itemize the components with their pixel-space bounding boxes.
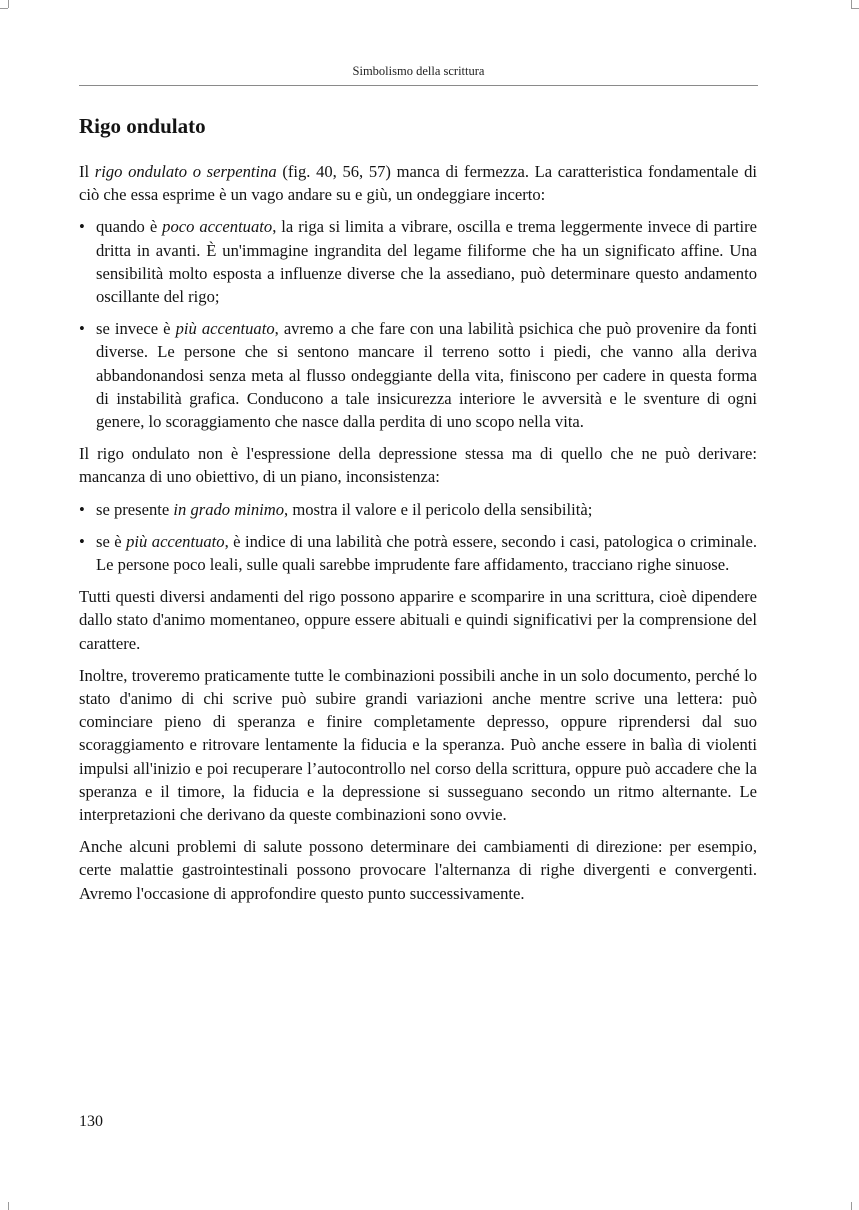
paragraph: Tutti questi diversi andamenti del rigo possono apparire e scomparire in una scrittura, cioè dipendere dallo stato d'animo momentaneo, oppure essere abituali e quindi significativi per la comprensione del carattere.	[79, 587, 757, 653]
text: quando è	[96, 217, 163, 237]
crop-mark-bottom-left	[8, 1202, 9, 1210]
bullet-list	[79, 215, 757, 433]
italic-term: rigo ondulato o serpentina	[94, 162, 277, 181]
paragraph: Inoltre, troveremo praticamente tutte le combinazioni possibili anche in un solo documento, perché lo stato d'animo di chi scrive può subire grandi variazioni anche mentre scrive una lettera: può cominciare pieno di speranza e finire completamente depresso, oppure riprendersi dal suo scoraggiamento e ritrovare lentamente la fiducia e la speranza. Può anche essere in balìa di violenti impulsi all'inizio e poi recuperare l’autocontrollo nel corso della scrittura, oppure può accadere che la speranza e il timore, la fiducia e la depressione si susseguano secondo un ritmo alternante. Le interpretazioni che derivano da queste combinazioni sono ovvie.	[79, 665, 757, 825]
text: se invece è	[96, 319, 176, 339]
text: Il	[79, 162, 95, 181]
body-text	[79, 160, 757, 914]
italic-term: poco accentuato	[162, 217, 273, 237]
list-item	[79, 498, 757, 521]
list-item	[79, 215, 757, 308]
text: (fig. 40, 56, 57) manca di fermezza. La caratteristica fondamentale di ciò che essa esprime è un vago andare su e giù, un ondeggiare incerto:	[79, 162, 757, 205]
section-title: Rigo ondulato	[79, 114, 206, 138]
text: , avremo a che fare con una labilità psichica che può provenire da fonti diverse. Le persone che si sentono mancare il terreno sotto i piedi, che vanno alla deriva abbandonandosi senza meta al flusso ondeggiante della vita, finiscono per cadere in questa forma di instabilità grafica. Conducono a tale insicurezza interiore le avversità e le sventure di ogni genere, lo scoraggiamento che nasce dalla perdita di uno scopo nella vita.	[96, 319, 758, 432]
crop-mark-bottom-right	[851, 1202, 852, 1210]
page-number: 130	[79, 1113, 103, 1130]
paragraph: Il rigo ondulato non è l'espressione della depressione stessa ma di quello che ne può derivare: mancanza di uno obiettivo, di un piano, inconsistenza:	[79, 444, 757, 487]
text: , è indice di una labilità che potrà essere, secondo i casi, patologica o criminale. Le persone poco leali, sulle quali sarebbe imprudente fare affidamento, tracciano righe sinuose.	[96, 531, 757, 575]
paragraph: Anche alcuni problemi di salute possono determinare dei cambiamenti di direzione: per esempio, certe malattie gastrointestinali possono provocare l'alternanza di righe divergenti e convergenti. Avremo l'occasione di approfondire questo punto successivamente.	[79, 837, 757, 903]
crop-mark-top-left	[8, 0, 9, 8]
text: se presente	[96, 499, 174, 519]
text: , la riga si limita a vibrare, oscilla e trema leggermente invece di partire dritta in avanti. È un'immagine ingrandita del legame filiforme che ha un significato affine. Una sensibilità molto esposta a influenze diverse che la assediano, può determinare questo andamento oscillante del rigo;	[96, 217, 757, 307]
italic-term: in grado minimo	[173, 499, 285, 519]
list-item	[79, 317, 757, 433]
bullet-list	[79, 498, 757, 577]
italic-term: più accentuato	[126, 531, 225, 551]
running-header: Simbolismo della scrittura	[352, 64, 485, 78]
paragraph	[79, 160, 757, 206]
crop-mark-top-left	[0, 8, 8, 9]
text: , mostra il valore e il pericolo della sensibilità;	[284, 499, 593, 519]
italic-term: più accentuato	[175, 319, 275, 339]
crop-mark-top-right	[851, 8, 859, 9]
text: se è	[96, 531, 127, 551]
header-rule	[79, 85, 758, 86]
list-item	[79, 530, 757, 576]
crop-mark-top-right	[851, 0, 852, 8]
